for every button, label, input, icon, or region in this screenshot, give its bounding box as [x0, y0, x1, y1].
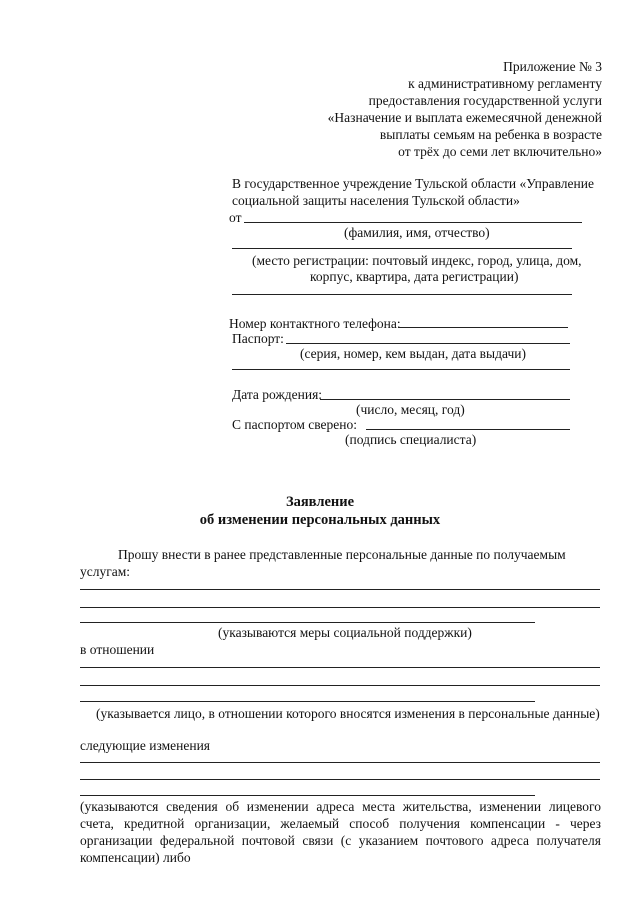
- from-label: от: [229, 210, 242, 225]
- header-line-3: предоставления государственной услуги: [368, 93, 602, 108]
- passport-label: Паспорт:: [232, 331, 284, 346]
- changes-label: следующие изменения: [80, 738, 211, 753]
- changes-hint: (указываются сведения об изменении адреса места жительства, изменении лицевого счета, кредитной организации, желаемый способ получения компенсации - через организации федеральной почтовой связи (с указанием почтового адреса получателя компенсации) либо: [80, 799, 601, 865]
- header-line-2: к административному регламенту: [408, 76, 602, 91]
- fio-hint: (фамилия, имя, отчество): [344, 225, 490, 240]
- statement-subtitle: об изменении персональных данных: [199, 512, 441, 528]
- address-field-2[interactable]: [232, 294, 572, 295]
- header-line-1: Приложение № 3: [503, 59, 602, 74]
- measures-field-2[interactable]: [80, 607, 600, 608]
- header-line-5: выплаты семьям на ребенка в возрасте: [379, 127, 602, 142]
- measures-field-3[interactable]: [80, 622, 535, 623]
- phone-field[interactable]: [398, 327, 568, 328]
- verified-hint: (подпись специалиста): [345, 432, 477, 447]
- phone-label: Номер контактного телефона:: [229, 316, 401, 331]
- person-field-3[interactable]: [80, 701, 535, 702]
- passport-hint: (серия, номер, кем выдан, дата выдачи): [300, 346, 526, 361]
- measures-hint: (указываются меры социальной поддержки): [218, 625, 472, 640]
- addressee-line-2: социальной защиты населения Тульской области»: [232, 193, 520, 208]
- person-field-1[interactable]: [80, 667, 600, 668]
- passport-field[interactable]: [286, 343, 570, 344]
- verified-field[interactable]: [366, 429, 570, 430]
- changes-field-1[interactable]: [80, 762, 600, 763]
- address-hint-1: (место регистрации: почтовый индекс, город, улица, дом,: [252, 253, 582, 268]
- verified-label: С паспортом сверено:: [232, 417, 358, 432]
- measures-field-1[interactable]: [80, 589, 600, 590]
- fio-field[interactable]: [244, 222, 582, 223]
- address-field-1[interactable]: [232, 248, 572, 249]
- regarding-label: в отношении: [80, 642, 155, 657]
- intro-line-1: Прошу внести в ранее представленные персональные данные по получаемым: [118, 547, 566, 562]
- header-line-6: от трёх до семи лет включительно»: [398, 144, 602, 159]
- birth-field[interactable]: [320, 399, 570, 400]
- changes-field-2[interactable]: [80, 779, 600, 780]
- address-hint-2: корпус, квартира, дата регистрации): [310, 269, 519, 284]
- changes-field-3[interactable]: [80, 795, 535, 796]
- addressee-line-1: В государственное учреждение Тульской области «Управление: [232, 176, 594, 191]
- statement-title: Заявление: [285, 494, 355, 510]
- intro-line-2: услугам:: [80, 564, 131, 579]
- passport-field-2[interactable]: [232, 369, 570, 370]
- header-line-4: «Назначение и выплата ежемесячной денежной: [327, 110, 602, 125]
- person-hint: (указывается лицо, в отношении которого вносятся изменения в персональные данные): [96, 706, 600, 721]
- birth-hint: (число, месяц, год): [356, 402, 465, 417]
- birth-label: Дата рождения:: [232, 387, 323, 402]
- person-field-2[interactable]: [80, 685, 600, 686]
